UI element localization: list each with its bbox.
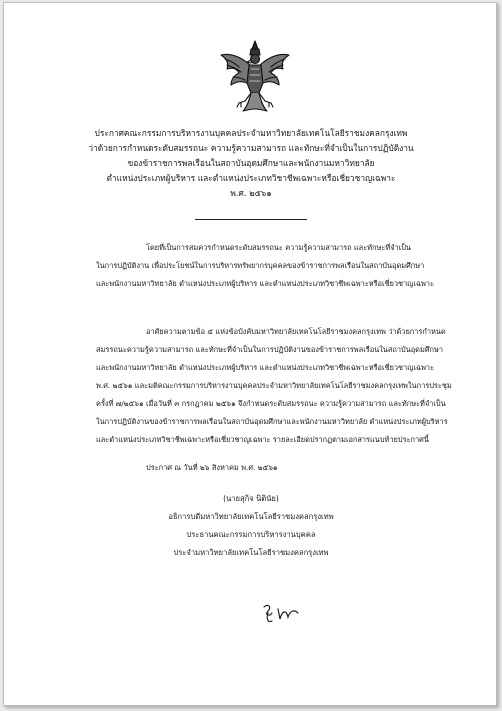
signatory-position-1: อธิการบดีมหาวิทยาลัยเทคโนโลยีราชมงคลกรุงเทพ: [168, 512, 334, 521]
title-line-2: ว่าด้วยการกำหนดระดับสมรรถนะ ความรู้ความสามารถ และทักษะที่จำเป็นในการปฏิบัติงาน: [88, 143, 414, 153]
garuda-emblem-icon: [217, 39, 293, 113]
paragraph2-line-2: สมรรถนะความรู้ความสามารถ และทักษะที่จำเป็นในการปฏิบัติงานของข้าราชการพลเรือนในสถาบันอุดมศึกษา: [96, 345, 444, 354]
paragraph1-line-2: ในการปฏิบัติงาน เพื่อประโยชน์ในการบริหารทรัพยากรบุคคลของข้าราชการพลเรือนในสถาบันอุดมศึกษา: [96, 261, 425, 270]
paragraph1-line-3: และพนักงานมหาวิทยาลัย ตำแหน่งประเภทผู้บริหาร และตำแหน่งประเภทวิชาชีพเฉพาะหรือเชี่ยวชาญเฉพาะ: [96, 279, 435, 288]
paragraph2-line-6: ในการปฏิบัติงานของข้าราชการพลเรือนในสถาบันอุดมศึกษาและพนักงานมหาวิทยาลัย ตำแหน่งประเภทผู้บริหาร: [96, 417, 448, 426]
paragraph2-line-3: และพนักงานมหาวิทยาลัย ตำแหน่งประเภทผู้บริหาร และตำแหน่งประเภทวิชาชีพเฉพาะหรือเชี่ยวชาญเฉพาะ: [96, 363, 435, 372]
title-line-5: พ.ศ. ๒๕๖๑: [230, 188, 272, 198]
signatory-name: (นายสุกิจ นิตินัย): [223, 494, 279, 503]
document-page: [3, 2, 497, 706]
signatory-position-2: ประธานคณะกรรมการบริหารงานบุคคล: [186, 530, 316, 539]
title-divider: [195, 219, 307, 220]
paragraph2-line-7: และตำแหน่งประเภทวิชาชีพเฉพาะหรือเชี่ยวชาญเฉพาะ รายละเอียดปรากฏตามเอกสารแนบท้ายประกาศนี้: [96, 435, 429, 444]
title-line-3: ของข้าราชการพลเรือนในสถาบันอุดมศึกษาและพนักงานมหาวิทยาลัย: [127, 158, 375, 168]
paragraph2-line-1: อาศัยความตามข้อ ๕ แห่งข้อบังคับมหาวิทยาลัยเทคโนโลยีราชมงคลกรุงเทพ ว่าด้วยการกำหนด: [146, 327, 446, 336]
title-line-4: ตำแหน่งประเภทผู้บริหาร และตำแหน่งประเภทวิชาชีพเฉพาะหรือเชี่ยวชาญเฉพาะ: [106, 173, 396, 183]
signatory-position-3: ประจำมหาวิทยาลัยเทคโนโลยีราชมงคลกรุงเทพ: [173, 548, 329, 557]
handwritten-signature: [258, 601, 304, 627]
paragraph2-line-5: ครั้งที่ ๗/๒๕๖๑ เมื่อวันที่ ๓ กรกฎาคม ๒๕๖๑ จึงกำหนดระดับสมรรถนะ ความรู้ความสามารถ และทักษะที่จำเป็น: [96, 399, 446, 408]
title-line-1: ประกาศคณะกรรมการบริหารงานบุคคลประจำมหาวิทยาลัยเทคโนโลยีราชมงคลกรุงเทพ: [94, 128, 408, 138]
paragraph2-line-4: พ.ศ. ๒๕๖๑ และมติคณะกรรมการบริหารงานบุคคลประจำมหาวิทยาลัยเทคโนโลยีราชมงคลกรุงเทพในการประชุม: [96, 381, 452, 390]
paragraph1-line-1: โดยที่เป็นการสมควรกำหนดระดับสมรรถนะ ความรู้ความสามารถ และทักษะที่จำเป็น: [146, 243, 411, 252]
announcement-date: ประกาศ ณ วันที่ ๒๖ สิงหาคม พ.ศ. ๒๕๖๑: [146, 463, 278, 472]
